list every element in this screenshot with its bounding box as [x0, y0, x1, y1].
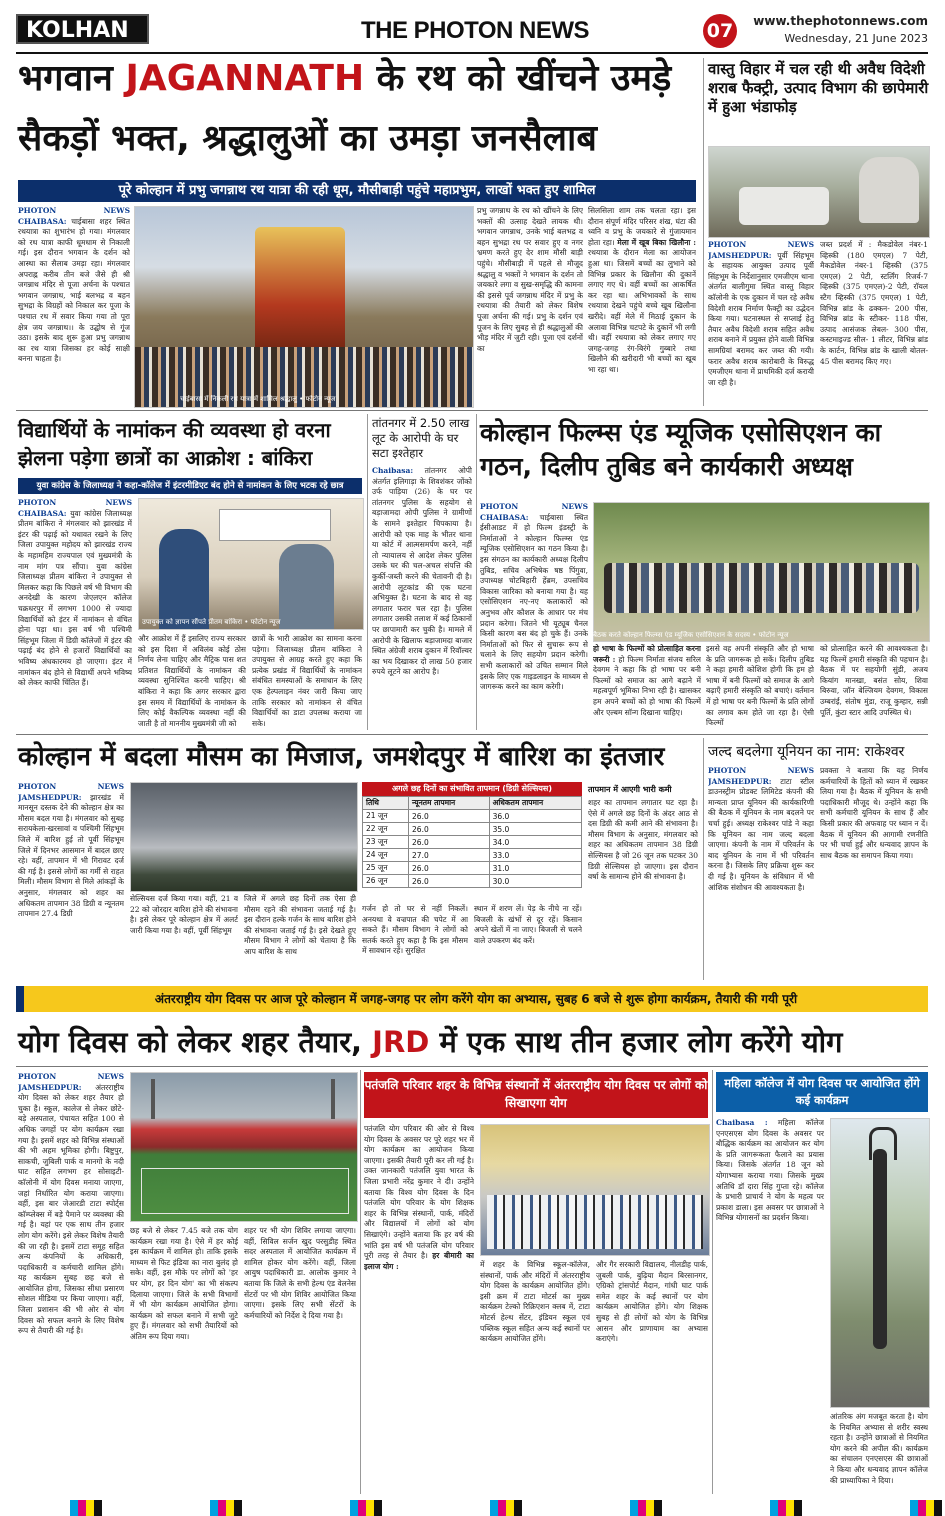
weather-col4: गर्जन हो तो घर से नहीं निकलें। अनयथा वे वज्रपात की चपेट में आ सकते हैं। मौसम विभाग ने लोगों को सतर्क करते हुए कहा है कि इस मौसम में सावधान रहें। सुरक्षित	[362, 904, 468, 956]
temp-cell: 34.0	[489, 836, 581, 849]
union-col1: PHOTON NEWS JAMSHEDPUR: टाटा स्टील डाउनस्ट्रीम प्रोडक्ट लिमिटेड कंपनी की मान्यता प्राप्त यूनियन की कार्यकारिणी की बैठक में यूनियन के नाम बदलने पर चर्चा हुई। अध्यक्ष राकेश्वर पांडे ने कहा कि यूनियन का नाम जल्द बदला जाएगा। कंपनी के नाम में परिवर्तन के बाद यूनियन के नाम में भी परिवर्तन करना है। जिसके लिए प्रक्रिया शुरू कर दी गई है। यूनियन के संविधान में भी आंशिक संशोधन की आवश्यकता है।	[708, 766, 814, 892]
yoga-col1: PHOTON NEWS JAMSHEDPUR: अंतरराष्ट्रीय योग दिवस को लेकर शहर तैयार हो चुका है। स्कूल, कालेज से लेकर छोटे-बड़े अस्पताल, पंचायत सहित 100 से अधिक जगहों पर योग कार्यक्रम रखा गया है। इसमें शहर को विभिन्न संस्थाओं की भी अहम भूमिका होगी। बिष्टुपुर, साकची, जुबिली पार्क व मानगो के नदी घाट सहित लगभग हर सोसाइटी-कॉलोनी में योग दिवस मनाया जाएगा, जहां निर्धारित योग कराया जाएगा। वहीं, इस बार जेआरडी टाटा स्पोर्ट्स कॉम्प्लेक्स में बड़े पैमाने पर व्यवस्था की गई है। यहां पर एक साथ तीन हजार लोग योग करेंगे। इसे लेकर विशेष तैयारी की जा रही है। इसमें टाटा समूह सहित अन्य कंपनियों के अधिकारी, पदाधिकारी व कर्मचारी शामिल होंगे। यह कार्यक्रम सुबह छह बजे से आयोजित होगा, जिसका सीधा प्रसारण सोशल मीडिया पर किया जाएगा। वहीं, जिला प्रशासन की भी ओर से योग दिवस को सफल बनाने के लिए विशेष रूप से तैयारी की गई है।	[18, 1072, 124, 1336]
mahila-col2: आंतरिक अंग मजबूत करता है। योग के नियमित अभ्यास से शरीर स्वस्थ रहता है। उन्होंने छात्राओं से नियमित योग करने की अपील की। कार्यक्रम का संचालन एनएसएस की छात्राओं ने किया और धन्यवाद ज्ञापन कॉलेज की प्राध्यापिका ने दिया।	[830, 1412, 928, 1485]
temp-cell: 27.0	[409, 849, 490, 862]
lead-col3: प्रभु जगन्नाथ के रथ को खींचने के लिए भक्तों की उत्साह देखते लायक थी। भगवान जगन्नाथ, उनके भाई बलभद्र व बहन सुभद्रा रथ पर सवार हुए व नगर भ्रमण करते हुए देर शाम मौसी बाड़ी पहुंचे। मौसीबाड़ी में पहले से मौजूद श्रद्धालु व भक्तों ने भगवान के दर्शन तो जयकारे लगा व सुख-समृद्धि की कामना की इससे पूर्व जगन्नाथ मंदिर में प्रभु के रथयात्रा की तैयारी को लेकर विशेष पूजा अर्चना की गई। प्रभु के दर्शन एवं पूजन के लिए सुबह से ही श्रद्धालुओं की भीड़ मंदिर में जुटी रही। पूजा एवं दर्शनों का	[477, 206, 583, 353]
film-photo	[593, 502, 930, 642]
person-left-shape	[159, 529, 209, 629]
rule-loot-right	[476, 414, 477, 730]
temp-cell: 22 जून	[363, 823, 409, 836]
lead-headline-line1: भगवान JAGANNATH के रथ को खींचने उमड़े	[18, 58, 672, 99]
section-tag: KOLHAN	[16, 14, 149, 44]
temp-table-header-row	[363, 797, 582, 810]
table-row	[363, 875, 582, 888]
weather-headline: कोल्हान में बदला मौसम का मिजाज, जमशेदपुर में बारिश का इंतजार	[18, 742, 665, 772]
rath-chariot-shape	[255, 227, 345, 357]
lead-headline-line2: सैकड़ों भक्त, श्रद्धालुओं का उमड़ा जनसैलाब	[18, 118, 597, 159]
brief1-col2: जब्त प्रदर्श में : मैकडोवेल नंबर-1 व्हिस्की (180 एमएल) 7 पेटी, मैकडोवेल नंबर-1 व्हिस्की (375 एमएल) 2 पेटी, स्टर्लिंग रिजर्व-7 व्हिस्की (375 एमएल)-2 पेटी, रॉयल स्टैग व्हिस्की (375 एमएल) 1 पेटी, विभिन्न ब्रांड के ढक्कन- 200 पीस, विभिन्न ब्रांड के स्टीकर- 118 पीस, उत्पाद आसंजक लेबल- 300 पीस, कस्टमाइज्ड सील- 1 लीटर, विभिन्न ब्रांड के कार्टन, विभिन्न ब्रांड के खाली बोतल- 45 पीस बरामद किए गए।	[820, 240, 928, 366]
weather-col3: जिले में अगले छह दिनों तक ऐसा ही मौसम रहने की संभावना जताई गई है। इस दौरान हल्के गर्जन के साथ बारिश होने की संभावना जताई गई है। इसे देखते हुए मौसम विभाग ने लोगों को चेताया है कि आप बारिश के साथ	[244, 894, 356, 956]
temp-cell: 21 जून	[363, 810, 409, 823]
weather-col6: शहर का तापमान लगातार घट रहा है। ऐसे में अगले छह दिनों के अंदर आठ से दस डिग्री की कमी आने की संभावना है। मौसम विभाग के अनुसार, मंगलवार को शहर का अधिकतम तापमान 38 डिग्री सेल्सियस है जो 26 जून तक घटकर 30 डिग्री सेल्सियस हो जाएगा। इस दौरान वर्षा के सामान्य होने की संभावना है।	[588, 798, 698, 882]
film-col3: इससे वह अपनी संस्कृति और हो भाषा के प्रति जागरूक हो सकें। दिलीप तुबिड ने कहा हमारी कोशिश होगी कि हम हो भाषा में बनी फिल्मों को समाज के आगे बढ़ाएँ हमारी संस्कृति को बचाएं। वर्तमान में हो भाषा पर बनी फिल्मों के प्रति लोगों का लगाव कम होते जा रहा है। ऐसी फिल्मों	[706, 644, 814, 728]
floodlight-shape	[151, 1079, 155, 1119]
temp-cell: 36.0	[489, 810, 581, 823]
film-col1: PHOTON NEWS CHAIBASA: चाईबासा स्थित ईसीआडट में हो फिल्म इंडस्ट्री के निर्माताओं ने कोल्हान फिल्म्स एंड म्यूजिक एसोसिएशन का गठन किया है। इस संगठन का कार्यकारी अध्यक्ष दिलीप तुबिड, सचिव अभिषेक षष्ठ पिंगुवा, उपाध्यक्ष चोटबिहारी हेंब्रम, उपसचिव विकास जारिका को बनाया गया है। यह एसोसिएशन नए-नए कलाकारों को अनुभव और कौशल के आधार पर मंच प्रदान करेगा। जितने भी यूट्यूब चैनल किसी कारण बस बंद हो चुके हैं। उनके निर्माताओं को फिर से सुचारू रूप से चलाने के लिए सहयोग प्रदान करेगी। सभी कलाकारों को उचित सम्मान मिले इसके लिए एक गाइडलाइन के माध्यम से जागरूक करने का काम करेगी।	[480, 502, 588, 692]
edition-date: Wednesday, 21 June 2023	[784, 32, 928, 45]
student-strap: युवा कांग्रेस के जिलाध्यक्ष ने कहा-कॉलेज में इंटरमीडिएट बंद होने से नामांकन के लिए भटक रहे छात्र	[18, 478, 362, 494]
temp-col-date: तिथि	[363, 797, 409, 810]
weather-side-note: तापमान में आएगी भारी कमी	[588, 785, 672, 794]
patanjali-col3: और गैर सरकारी विद्यालय, नीलडीह पार्क, जुबली पार्क, बुढ़िया मैदान बिरसानगर, एग्रिको ट्रांसपोर्ट मैदान, गांधी घाट पार्क समेत शहर के कई स्थानों पर योग कार्यक्रम आयोजित होंगे। योग शिक्षक सुबह से ही लोगों को योग के विभिन्न आसन और प्राणायाम का अभ्यास कराएंगे।	[596, 1260, 708, 1344]
temp-cell: 26.0	[409, 823, 490, 836]
yoga-headline: योग दिवस को लेकर शहर तैयार, JRD में एक साथ तीन हजार लोग करेंगे योग	[18, 1025, 843, 1059]
table-row	[363, 849, 582, 862]
temp-col-max: अधिकतम तापमान	[489, 797, 581, 810]
student-col2: और आक्रोश में हैं इसलिए राज्य सरकार को इस दिशा में अविलंब कोई ठोस निर्णय लेना चाहिए और मैट्रिक पास शत प्रतिशत विद्यार्थियों के नामांकन की व्यवस्था सुनिश्चित करनी चाहिए। श्री बांकिरा ने कहा कि अगर सरकार द्वारा इस समय में विद्यार्थियों के नामांकन के लिए कोई वैकल्पिक व्यवस्था नहीं की जाती है तो माननीय मुख्यमंत्री जी को	[138, 634, 246, 728]
seated-group-shape	[604, 563, 919, 613]
office-nameplate-shape	[219, 509, 331, 541]
mahila-col1: Chaibasa : महिला कॉलेज एनएसएस योग दिवस के अवसर पर बौद्धिक कार्यक्रम का आयोजन कर योग के प्रति जागरूकता फैलाने का प्रयास किया। जिसके अंतर्गत 18 जून को योगाभ्यास कराया गया। जिसके मुख्य अतिथि डॉ दारा सिंह गुप्ता रहे। कॉलेज के प्रभारी प्राचार्य ने योग के महत्व पर प्रकाश डाला। इस अवसर पर छात्राओं ने विभिन्न योगासनों का प्रदर्शन किया।	[716, 1118, 824, 1223]
lead-rath-photo	[134, 206, 474, 408]
loot-headline: तांतनगर में 2.50 लाख लूट के आरोपी के घर सटा इश्तेहार	[372, 416, 470, 460]
brief1-photo	[708, 146, 930, 238]
temp-cell: 35.0	[489, 823, 581, 836]
film-photo-caption: बैठक करते कोल्हान फिल्म्स एंड म्यूजिक एसोसिएशन के सदस्य • फोटोन न्यूज	[593, 631, 789, 639]
weather-col1: PHOTON NEWS JAMSHEDPUR: झारखंड में मानसून दस्तक देने की कोल्हान क्षेत्र का मौसम बदल गया है। मंगलवार को सुबह सरायकेला-खरसावां व पश्चिमी सिंहभूम जिले में बारिश हुई तो पूर्वी सिंहभूम जिले में दिनभर आसमान में बादल छाए रहे। वहीं, तापमान में भी गिरावट दर्ज की गई है। इससे लोगों का गर्मी से राहत मिली। मौसम विभाग से मिले आंकड़ों के अनुसार, मंगलवार को शहर का अधिकतम तापमान 38 डिग्री व न्यूनतम तापमान 27.4 डिग्री	[18, 782, 124, 919]
temp-cell: 26 जून	[363, 875, 409, 888]
rule-yoga-right	[360, 1070, 361, 1494]
temp-cell: 30.0	[489, 875, 581, 888]
weather-temp-table-box	[362, 782, 582, 888]
film-col4: को प्रोत्साहित करने की आवश्यकता है। यह फिल्में हमारी संस्कृति की पहचान है। बैठक में पर सहयोगी सुंडी, अजय कियांग मानखा, बसंत सोय, शिवा बिरुवा, जॉन बेल्जियम देवगम, विकास उम्बरांईं, संतोष मुंडा, राजू कुम्हार, सन्नी पूर्ति, कुंटा स्टार आदि उपस्थित थे।	[820, 644, 928, 717]
yoga-pose-arms-shape	[869, 1127, 897, 1160]
police-vehicle-shape	[739, 187, 829, 225]
page-number: 07	[703, 14, 737, 48]
temp-cell: 25 जून	[363, 862, 409, 875]
student-col1: PHOTON NEWS CHAIBASA: युवा कांग्रेस जिलाध्यक्ष प्रीतम बांकिरा ने मंगलवार को झारखंड में इंटर की पढ़ाई को यथावत रखने के लिए जिला उपायुक्त महोदय को झारखंड राज्य के महामहिम राज्यपाल एवं मुख्यमंत्री के नाम मांग पत्र सौंपा। युवा कांग्रेस जिलाध्यक्ष प्रीतम बांकिरा ने उपायुक्त से मिलकर कहा कि पिछले वर्ष भी विभाग की अनदेखी के कारण जेएलएन कॉलेज चक्रधरपुर में लगभग 1000 से ज्यादा विद्यार्थियों को इंटर में नामांकन से वंचित होना पड़ा था। इस वर्ष भी पश्चिमी सिंहभूम जिला में डिग्री कॉलेजों में इंटर की पढ़ाई बंद होने से हजारों विद्यार्थियों का भविष्य अंधकारमय हो जाएगा। इंटर में नामांकन बंद होने से विद्यार्थी अपने भविष्य को लेकर काफी चिंतित हैं।	[18, 498, 132, 688]
mahila-yoga-photo	[830, 1118, 930, 1408]
students-rows-shape	[487, 1195, 703, 1249]
brief1-col1: PHOTON NEWS JAMSHEDPUR: पूर्वी सिंहभूम के सहायक आयुक्त उत्पाद पूर्वी सिंहभूम के निर्देशानुसार एमजीएम थाना अंतर्गत बालीगुमा स्थित वास्तु विहार कॉलोनी के एक दुकान में चल रहे अवैध विदेशी शराब निर्माण फैक्ट्री का उद्भेदन किया गया। घटनास्थल से सप्लाई हेतु तैयार अवैध विदेशी शराब सहित अवैध शराब बनाने में प्रयुक्त होने वाली विभिन्न सामग्रियां बरामद कर जब्त की गयी। फरार अवैध शराब कारोबारी के विरुद्ध एमजीएम थाना में प्राथमिकी दर्ज करायी जा रही है।	[708, 240, 814, 387]
weather-col2: सेल्सियस दर्ज किया गया। वहीं, 21 व 22 को जोरदार बारिश होने की संभावना है। इसे लेकर पूरे कोल्हान क्षेत्र में अलर्ट जारी किया गया है। वहीं, पूर्वी सिंहभूम	[130, 894, 238, 935]
table-row	[363, 862, 582, 875]
temp-cell: 26.0	[409, 875, 490, 888]
mahila-headline: महिला कॉलेज में योग दिवस पर आयोजित होंगे कई कार्यक्रम	[716, 1072, 928, 1112]
union-col2: प्रवक्ता ने बताया कि यह निर्णय कर्मचारियों के हितों को ध्यान में रखकर लिया गया है। बैठक में यूनियन के सभी पदाधिकारी मौजूद थे। उन्होंने कहा कि सभी कर्मचारी यूनियन के साथ हैं और किसी प्रकार की अफवाह पर ध्यान न दें। बैठक में यूनियन की आगामी रणनीति पर भी चर्चा हुई और धन्यवाद ज्ञापन के साथ बैठक का समापन किया गया।	[820, 766, 928, 860]
temp-cell: 31.0	[489, 862, 581, 875]
lead-col4: सिलसिला शाम तक चलता रहा। इस दौरान संपूर्ण मंदिर परिसर शंख, घंटा की ध्वनि व प्रभु के जयकारे से गुंजायमान होता रहा। मेला में खूब बिका खिलौना : रथयात्रा के दौरान मेला का आयोजन हुआ था। जिसमें बच्चों का लुभाने को विभिन्न प्रकार के खिलौना की दुकानें लगाए गए थे। वहीं बच्चों का आकर्षित कर रहा था। अभिभावकों के साथ रथयात्रा देखने पहुंचे बच्चे खूब खिलौना खरीदे। वहीं मेले में मिठाई दुकान के अलावा विभिन्न चटपटे के दुकानें भी लगी थी। वहीं रथयात्रा को लेकर लगाए गए जगह-जगह रंग-बिरंगे गुब्बारे तथा खिलौने की खरीदारी भी बच्चों का खूब भा रहा था।	[588, 206, 696, 374]
yoga-pose-figure-shape	[873, 1149, 887, 1349]
temp-table-title: अगले छह दिनों का संभावित तापमान (डिग्री सेल्सियस)	[362, 782, 582, 796]
rule-weather-right	[703, 738, 704, 980]
loot-text: Chaibasa: तांतनगर ओपी अंतर्गत इलिगाड़ा के शिवशंकर जोंको उर्फ पाड़िया (26) के घर पर तांतनगर पुलिस के सहयोग से बड़ाजामदा ओपी पुलिस ने ग्रामीणों के सामने इश्तेहार चिपकाया है। आरोपी को एक माह के भीतर थाना या कोर्ट में आत्मसमर्पण करने, नहीं तो न्यायालय से आदेश लेकर पुलिस उसके घर की चल-अचल संपत्ति की कुर्की-जब्ती करने की चेतावनी दी है। आरोपी लूटकांड की एक घटना अभियुक्त है। घटना के बाद से वह लगातार फरार चल रहा है। पुलिस लगातार उसकी तलाश में कई ठिकानों पर छापामारी कर चुकी है। मामले में आरोपी के खिलाफ बड़ाजामदा बाजार स्थित अंग्रेजी शराब दुकान में रिवॉल्वर का भय दिखाकर दो लाख 50 हजार रुपये लूटने का आरोप है।	[372, 466, 472, 677]
temp-cell: 26.0	[409, 810, 490, 823]
temp-cell: 26.0	[409, 862, 490, 875]
floodlight-shape	[331, 1079, 335, 1119]
brief1-headline: वास्तु विहार में चल रही थी अवैध विदेशी शराब फैक्ट्री, उत्पाद विभाग की छापेमारी में हुआ भंडाफोड़	[708, 60, 929, 116]
rule-lead-right	[703, 58, 704, 406]
lead-col1: PHOTON NEWS CHAIBASA: चाईबासा शहर स्थित रथयात्रा का शुभारंभ हो गया। मंगलवार को रथ यात्रा काफी धूमधाम से निकाली गई। इस दौरान भगवान के दर्शन को आस्था का सैलाब उमड़ा रहा। मंगलवार अपराह्न करीब तीन बजे जैसे ही श्री जगन्नाथ मंदिर से पूजा अर्चना के पश्चात भगवान जगन्नाथ, भाई बलभद्र व बहन सुभद्रा के विग्रहों को निकाल कर पूजा के पश्चात रथ में सवार किया गया तो पूरा क्षेत्र जय जगन्नाथ।। के उद्घोष से गूंज उठा। इसके बाद शुरू हुआ प्रभु जगन्नाथ का रथ यात्रा जिसका हर कोई साक्षी बनना चाहता है।	[18, 206, 130, 364]
union-headline: जल्द बदलेगा यूनियन का नाम: राकेश्वर	[708, 744, 905, 760]
yoga-col3: शहर पर भी योग शिविर लगाया जाएगा। वहीं, सिविल सर्जन खुद परसुडीह स्थित सदर अस्पताल में आयोजित कार्यक्रम में शामिल होकर योग करेंगे। वहीं, जिला आयुष पदाधिकारी डा. आलोक कुमार ने बताया कि जिले के सभी हेल्थ एंड वेलनेस सेंटरों पर भी योग शिविर आयोजित किया जाएगा। इसके लिए सभी सेंटरों के कर्मचारियों को निर्देश दे दिया गया है।	[244, 1226, 356, 1320]
patanjali-col1: पतंजलि योग परिवार की ओर से विश्व योग दिवस के अवसर पर पूरे शहर भर में योग कार्यक्रम का आयोजन किया जाएगा। इसकी तैयारी पूरी कर ली गई है। उक्त जानकारी पतंजलि युवा भारत के जिला प्रभारी नरेंद्र कुमार ने दी। उन्होंने बताया कि विश्व योग दिवस के दिन पतंजलि योग परिवार के योग शिक्षक शहर के विभिन्न संस्थानों, पार्क, मंदिरों और विद्यालयों में लोगों को योग सिखाएंगे। उन्होंने बताया कि हर वर्ष की भांति इस वर्ष भी पतंजलि योग परिवार पूरी तरह से तैयार है। हर बीमारी का इलाज योग :	[364, 1124, 474, 1271]
rule-row5	[16, 1066, 928, 1067]
temp-col-min: न्यूनतम तापमान	[409, 797, 490, 810]
temp-cell: 33.0	[489, 849, 581, 862]
print-registration-marks	[0, 1500, 945, 1516]
student-photo-caption: उपायुक्त को ज्ञापन सौंपते प्रीतम बांकिरा • फोटोन न्यूज	[142, 618, 281, 626]
table-row	[363, 836, 582, 849]
student-photo	[138, 498, 364, 630]
newspaper-name: THE PHOTON NEWS	[360, 17, 590, 44]
film-headline: कोल्हान फिल्म्स एंड म्यूजिक एसोसिएशन का गठन, दिलीप तुबिड बने कार्यकारी अध्यक्ष	[480, 418, 882, 481]
yoga-stadium-photo	[130, 1072, 358, 1222]
yoga-col2: छह बजे से लेकर 7.45 बजे तक योग कार्यक्रम रखा गया है। ऐसे में हर कोई इस कार्यक्रम में शामिल हो। ताकि इसके माध्यम से फिट इंडिया का नारा बुलंद हो सके। वहीं, इस मौके पर लोगों को 'हर घर योग, हर दिन योग' का भी संकल्प दिलाया जाएगा। जिले के सभी विभागों में भी योग कार्यक्रम आयोजित होगा। कार्यक्रम को सफल बनाने में सभी जुटे हुए हैं। मंगलवार को सभी तैयारियों को अंतिम रूप दिया गया।	[130, 1226, 238, 1341]
weather-photo	[130, 782, 358, 892]
website-url: www.thephotonnews.com	[753, 14, 928, 28]
sack-pile-shape	[859, 157, 919, 223]
temp-table	[362, 796, 582, 888]
pitch-lines-shape	[141, 1168, 349, 1214]
student-headline: विद्यार्थियों के नामांकन की व्यवस्था हो वरना झेलना पड़ेगा छात्रों का आक्रोश : बांकिरा	[18, 418, 331, 470]
patanjali-photo	[480, 1124, 710, 1256]
patanjali-col2: में शहर के विभिन्न स्कूल-कॉलेज, संस्थानों, पार्क और मंदिरों में अंतरराष्ट्रीय योग दिवस के कार्यक्रम आयोजित होंगे। इसी क्रम में टाटा मोटर्स का मुख्य कार्यक्रम टेल्को रिक्रिएशन क्लब में, टाटा मोटर्स हेल्थ सेंटर, इंडियन स्कूल एवं पब्लिक स्कूल सहित अन्य कई स्थानों पर कार्यक्रम आयोजित होंगे।	[480, 1260, 590, 1344]
rule-student-right	[367, 414, 368, 730]
rule-patanjali-right	[712, 1070, 713, 1494]
weather-col5: स्थान में शरण लें। पेड़ के नीचे ना रहें। बिजली के खंभों से दूर रहें। किसान अपने खेतों में ना जाए। बिजली से चलने वाले उपकरण बंद करें।	[474, 904, 582, 945]
temp-cell: 26.0	[409, 836, 490, 849]
table-row	[363, 823, 582, 836]
temp-cell: 23 जून	[363, 836, 409, 849]
temp-cell: 24 जून	[363, 849, 409, 862]
masthead-rule	[16, 52, 928, 54]
lead-photo-caption: चाईबासा में निकली रथ यात्रा में शामिल श्रद्धालु • फोटोन न्यूज	[180, 395, 336, 403]
yoga-banner: अंतरराष्ट्रीय योग दिवस पर आज पूरे कोल्हान में जगह-जगह पर लोग करेंगे योग का अभ्यास, सुबह 6 बजे से शुरू होगा कार्यक्रम, तैयारी की गयी पूरी	[16, 986, 928, 1012]
student-col3: छात्रों के भारी आक्रोश का सामना करना पड़ेगा। जिलाध्यक्ष प्रीतम बांकिरा ने उपायुक्त से आग्रह करते हुए कहा कि प्रत्येक प्रखंड में विद्यार्थियों के नामांकन संबंधित समस्याओं के समाधान के लिए एक हेल्पलाइन नंबर जारी किया जाए ताकि सरकार को नामांकन से वंचित विद्यार्थियों का डाटा उपलब्ध कराया जा सके।	[252, 634, 362, 728]
rule-row3	[16, 734, 928, 735]
person-right-shape	[279, 544, 334, 629]
table-row	[363, 810, 582, 823]
film-col2: हो भाषा के फिल्मों को प्रोत्साहित करना जरूरी : हो फिल्म निर्माता संजय सरिल देवगम ने कहा कि हो भाषा पर बनी फिल्मों को समाज का आगे बढ़ाने में महत्वपूर्ण भूमिका निभा रही है। खासकर हम अपने बच्चों को हो भाषा की फिल्में और एल्बम सॉन्ग दिखाना चाहिए।	[593, 644, 701, 717]
rule-row2	[16, 410, 928, 411]
lead-strap: पूरे कोल्हान में प्रभु जगन्नाथ रथ यात्रा की रही धूम, मौसीबाड़ी पहुंचे महाप्रभुम, लाखों भक्त हुए शामिल	[18, 180, 696, 202]
patanjali-headline: पतंजलि परिवार शहर के विभिन्न संस्थानों में अंतरराष्ट्रीय योग दिवस पर लोगों को सिखाएगा योग	[364, 1072, 708, 1118]
